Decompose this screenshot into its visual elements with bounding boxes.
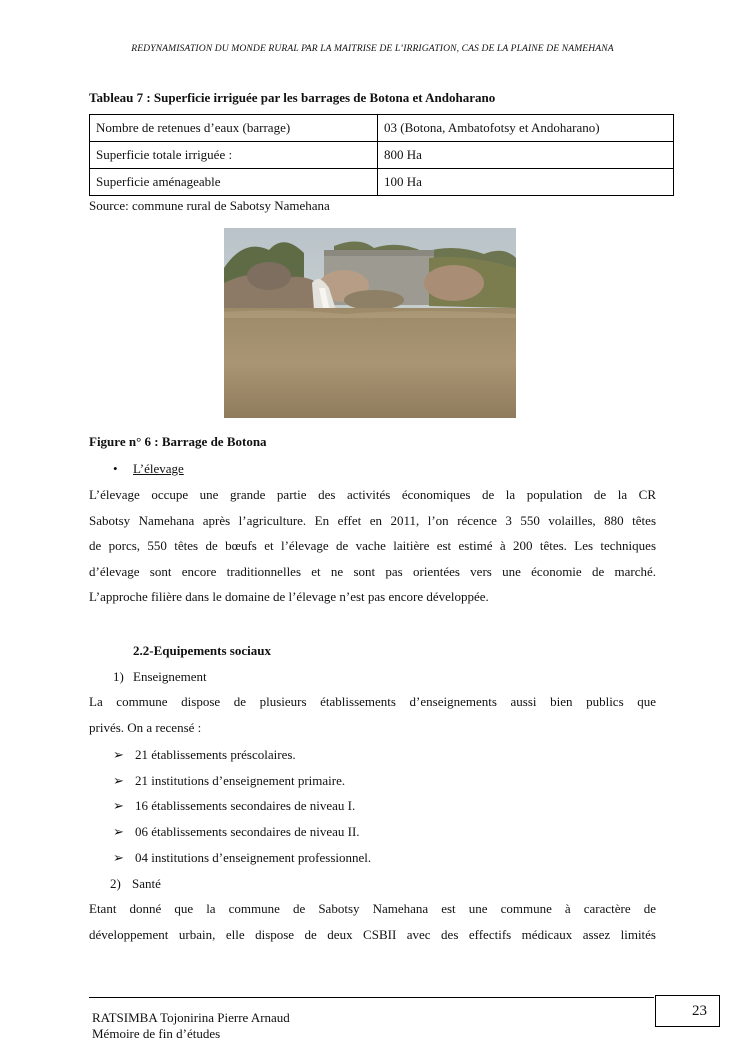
enseignement-heading: [113, 669, 207, 685]
text-line: L’élevage occupe une grande partie des activités économiques de la population de la CR: [89, 487, 656, 502]
bullet-glyph: •: [113, 461, 118, 476]
text-line: Etant donné que la commune de Sabotsy Namehana est une commune à caractère de: [89, 901, 656, 916]
text-line: privés. On a recensé :: [89, 719, 202, 735]
page-number: 23: [655, 995, 720, 1027]
footer-author-block: [92, 1010, 290, 1042]
text-line: de porcs, 550 têtes de bœufs et l’élevage de vache laitière est estimé à 200 têtes. Les techniques: [89, 538, 656, 554]
figure-caption: Figure n° 6 : Barrage de Botona: [89, 434, 267, 449]
irrigation-table: [89, 114, 674, 196]
table-cell: 03 (Botona, Ambatofotsy et Andoharano): [378, 115, 674, 142]
table-row: [90, 142, 674, 169]
list-item: [113, 824, 360, 840]
list-item-text: 06 établissements secondaires de niveau II.: [135, 824, 360, 839]
list-number: 1): [113, 669, 124, 684]
table-row: [90, 169, 674, 196]
section-heading: 2.2-Equipements sociaux: [133, 643, 271, 658]
table-source: Source: commune rural de Sabotsy Namehana: [89, 198, 330, 213]
enseignement-paragraph: [89, 689, 656, 740]
table-cell: Superficie aménageable: [90, 169, 378, 196]
list-item-text: 21 institutions d’enseignement primaire.: [135, 773, 346, 788]
arrow-bullet-icon: ➢: [113, 850, 124, 865]
table-cell: 100 Ha: [378, 169, 674, 196]
footer-divider: [89, 997, 654, 998]
heading-text: Santé: [132, 876, 161, 891]
sante-paragraph: [89, 896, 656, 947]
table-cell: Nombre de retenues d’eaux (barrage): [90, 115, 378, 142]
text-line: L’approche filière dans le domaine de l’élevage n’est pas encore développée.: [89, 589, 489, 605]
table-cell: Superficie totale irriguée :: [90, 142, 378, 169]
arrow-bullet-icon: ➢: [113, 747, 124, 762]
text-line: La commune dispose de plusieurs établissements d’enseignements aussi bien publics que: [89, 694, 656, 709]
text-line: développement urbain, elle dispose de deux CSBII avec des effectifs médicaux assez limités: [89, 926, 656, 942]
table-row: [90, 115, 674, 142]
list-item-text: 21 établissements préscolaires.: [135, 747, 296, 762]
bullet-elevage: [113, 461, 184, 477]
text-line: d’élevage sont encore traditionnelles et ne sont pas orientées vers une économie de marché.: [89, 563, 656, 579]
text-line: Sabotsy Namehana après l’agriculture. En effet en 2011, l’on récence 3 550 volailles, 880 têtes: [89, 512, 656, 528]
arrow-bullet-icon: ➢: [113, 824, 124, 839]
arrow-bullet-icon: ➢: [113, 773, 124, 788]
list-item-text: 16 établissements secondaires de niveau I.: [135, 798, 356, 813]
sante-heading: [110, 876, 161, 892]
running-header: REDYNAMISATION DU MONDE RURAL PAR LA MAITRISE DE L’IRRIGATION, CAS DE LA PLAINE DE NAMEHANA: [131, 43, 614, 54]
list-item: [113, 747, 296, 763]
list-item-text: 04 institutions d’enseignement professionnel.: [135, 850, 372, 865]
list-item: [113, 798, 355, 814]
elevage-paragraph: [89, 482, 656, 610]
footer-subtitle: Mémoire de fin d’études: [92, 1026, 221, 1041]
table-cell: 800 Ha: [378, 142, 674, 169]
list-item: [113, 773, 345, 789]
list-number: 2): [110, 876, 121, 891]
footer-author: RATSIMBA Tojonirina Pierre Arnaud: [92, 1010, 290, 1025]
dam-photo: [224, 228, 516, 418]
elevage-heading: L’élevage: [133, 461, 184, 476]
heading-text: Enseignement: [133, 669, 207, 684]
list-item: [113, 850, 371, 866]
table-caption: Tableau 7 : Superficie irriguée par les barrages de Botona et Andoharano: [89, 90, 496, 105]
arrow-bullet-icon: ➢: [113, 798, 124, 813]
